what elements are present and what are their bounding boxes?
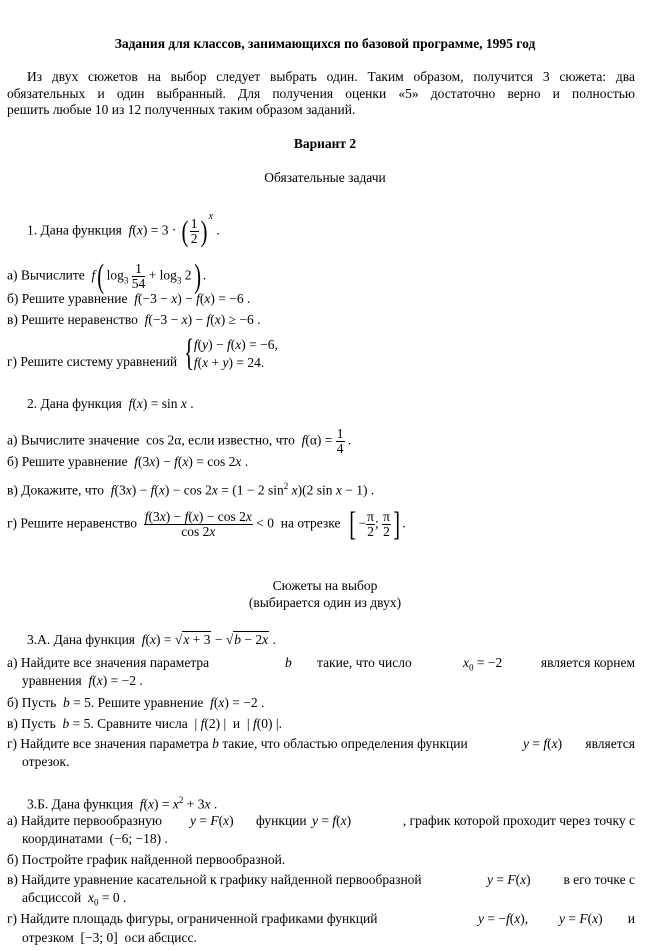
task3b-a-line1: а) Найдите первообразную y = F(x) функции y = f(x) , график которой проходит через точку с bbox=[7, 813, 635, 828]
task3a-g-line2: отрезок. bbox=[22, 754, 70, 769]
task3b-g-line2: отрезком [−3; 0] оси абсцисс. bbox=[22, 930, 197, 945]
page-header: Задания для классов, занимающихся по базовой программе, 1995 год bbox=[114, 36, 536, 51]
task3a-intro: 3.А. Дана функция f(x) = √x + 3 − √b − 2x . bbox=[27, 632, 276, 647]
task3a-b: б) Пусть b = 5. Решите уравнение f(x) = −2 . bbox=[7, 695, 265, 710]
task3b-v-line1: в) Найдите уравнение касательной к графику найденной первообразной y = F(x) в его точке с bbox=[7, 872, 635, 887]
intro-line-2: обязательных и один выбранный. Для получения оценки «5» достаточно верно и полностью bbox=[7, 86, 635, 101]
task2-a: а) Вычислите значение cos 2α, если известно, что f(α) = $\frac{1}{4}$ . bbox=[7, 426, 352, 456]
task2-v: в) Докажите, что f(3x) − f(x) − cos 2x = (1 − 2 $\sin^2 x)(2$ sin x − 1) . bbox=[7, 481, 375, 498]
task3b-g-line1: г) Найдите площадь фигуры, ограниченной графиками функций y = −f(x), y = F(x) и bbox=[7, 911, 635, 926]
task1-b: б) Решите уравнение f(−3 − x) − f(x) = −6 . bbox=[7, 291, 251, 306]
intro-line-3: решить любые 10 из 12 полученных таким образом заданий. bbox=[7, 102, 356, 117]
task3b-b: б) Постройте график найденной первообразной. bbox=[7, 852, 286, 867]
variant-title: Вариант 2 bbox=[293, 136, 357, 151]
task2-g: г) Решите неравенство $\frac{f(3x) - f(x) - \cos 2x}{\cos 2x}$ < 0 на отрезке [ − $\frac{\pi}{2}$ ; $\frac{\pi}{2}$ ] . bbox=[7, 505, 406, 543]
task1-intro: 1. Дана функция f(x) = 3 · ( $\frac{1}{2}$ ) $^x$ . bbox=[27, 211, 220, 248]
task1-v: в) Решите неравенство f(−3 − x) − f(x) ≥ −6 . bbox=[7, 312, 261, 327]
choice-subtitle: (выбирается один из двух) bbox=[248, 595, 402, 610]
task3b-v-line2: абсциссой $x_0 = 0$ . bbox=[22, 890, 127, 908]
intro-line-1: Из двух сюжетов на выбор следует выбрать один. Таким образом, получится 3 сюжета: два bbox=[27, 69, 635, 84]
mandatory-title: Обязательные задачи bbox=[264, 170, 386, 185]
task1-a: а) Вычислите f( $\log_3$ $\frac{1}{54}$ + $\log_3 2$) . bbox=[7, 257, 207, 295]
task3b-a-line2: координатами (−6; −18) . bbox=[22, 831, 168, 846]
task3a-a-line1: а) Найдите все значения параметра b такие, что число $x_0 = -2$ является корнем bbox=[7, 655, 635, 673]
task3a-g-line1: г) Найдите все значения параметра b такие, что областью определения функции y = f(x) является bbox=[7, 736, 635, 751]
intro-paragraph bbox=[7, 69, 635, 85]
task3b-intro: 3.Б. Дана функция $f(x) = x^2 + 3x$ . bbox=[27, 795, 218, 812]
task1-g: г) Решите систему уравнений { f(y) − f(x) = −6, f(x + y) = 24. bbox=[7, 332, 278, 374]
task3a-a-line2: уравнения f(x) = −2 . bbox=[22, 673, 143, 688]
task3a-v: в) Пусть b = 5. Сравните числа | f(2) | и | f(0) |. bbox=[7, 716, 282, 731]
choice-title: Сюжеты на выбор bbox=[272, 578, 378, 593]
task2-intro: 2. Дана функция f(x) = sin x . bbox=[27, 396, 194, 411]
task2-b: б) Решите уравнение f(3x) − f(x) = cos 2x . bbox=[7, 454, 249, 469]
